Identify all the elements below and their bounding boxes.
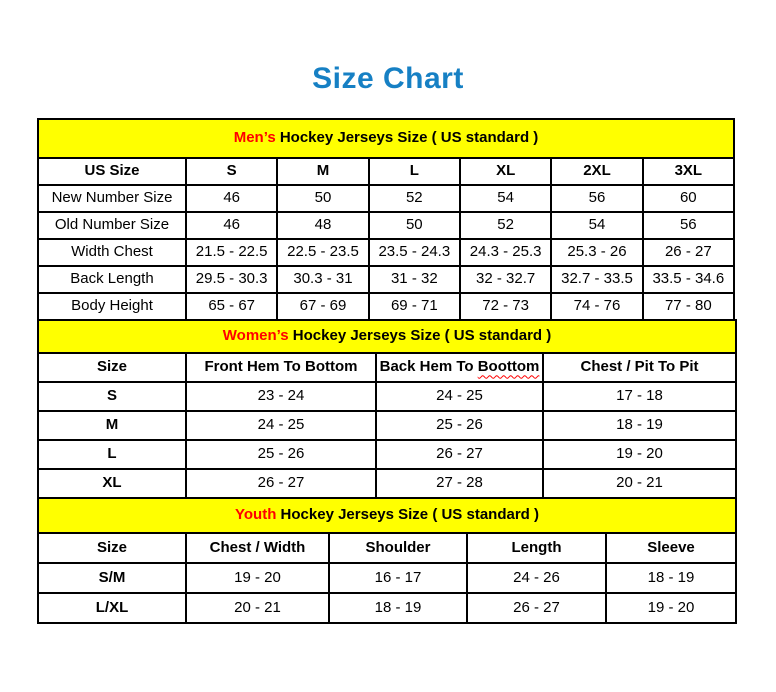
- value-cell: 26 - 27: [643, 239, 734, 266]
- header-cell: L: [369, 158, 460, 185]
- header-cell: M: [277, 158, 368, 185]
- value-cell: 77 - 80: [643, 293, 734, 320]
- youth-banner-text: Hockey Jerseys Size ( US standard ): [276, 506, 539, 524]
- value-cell: 19 - 20: [186, 563, 329, 593]
- womens-table-row: [38, 411, 736, 440]
- value-cell: 46: [186, 212, 277, 239]
- row-label-cell: S/M: [38, 563, 186, 593]
- value-cell: 21.5 - 22.5: [186, 239, 277, 266]
- youth-size-table: [37, 497, 737, 624]
- youth-banner-accent: Youth: [235, 506, 277, 524]
- value-cell: 18 - 19: [606, 563, 736, 593]
- value-cell: 65 - 67: [186, 293, 277, 320]
- value-cell: 18 - 19: [543, 411, 736, 440]
- value-cell: 32 - 32.7: [460, 266, 551, 293]
- womens-banner: [38, 320, 736, 353]
- value-cell: 29.5 - 30.3: [186, 266, 277, 293]
- value-cell: 50: [369, 212, 460, 239]
- value-cell: 24.3 - 25.3: [460, 239, 551, 266]
- mens-header-row: [38, 158, 734, 185]
- mens-banner-accent: Men’s: [233, 129, 276, 147]
- value-cell: 26 - 27: [467, 593, 606, 623]
- value-cell: 52: [460, 212, 551, 239]
- value-cell: 56: [551, 185, 642, 212]
- header-cell: US Size: [38, 158, 186, 185]
- womens-size-table: [37, 319, 737, 499]
- header-cell: Size: [38, 353, 186, 382]
- value-cell: 25 - 26: [376, 411, 543, 440]
- mens-table-row: [38, 293, 734, 320]
- value-cell: 74 - 76: [551, 293, 642, 320]
- header-cell: Chest / Width: [186, 533, 329, 563]
- mens-banner-text: Hockey Jerseys Size ( US standard ): [275, 129, 539, 147]
- header-cell: Length: [467, 533, 606, 563]
- value-cell: 50: [277, 185, 368, 212]
- value-cell: 16 - 17: [329, 563, 467, 593]
- mens-table-row: [38, 212, 734, 239]
- mens-banner-row: [38, 119, 734, 158]
- value-cell: 32.7 - 33.5: [551, 266, 642, 293]
- womens-table-row: [38, 440, 736, 469]
- header-cell: Size: [38, 533, 186, 563]
- value-cell: 27 - 28: [376, 469, 543, 498]
- header-cell: Back Hem To Boottom: [376, 353, 543, 382]
- value-cell: 52: [369, 185, 460, 212]
- header-cell: S: [186, 158, 277, 185]
- page-title: Size Chart: [312, 62, 464, 95]
- tables-wrap: [37, 118, 737, 624]
- mens-table-row: [38, 266, 734, 293]
- value-cell: 25 - 26: [186, 440, 376, 469]
- value-cell: 25.3 - 26: [551, 239, 642, 266]
- value-cell: 54: [551, 212, 642, 239]
- value-cell: 23 - 24: [186, 382, 376, 411]
- row-label-cell: M: [38, 411, 186, 440]
- womens-header-row: [38, 353, 736, 382]
- row-label-cell: Width Chest: [38, 239, 186, 266]
- mens-size-table: [37, 118, 735, 321]
- row-label-cell: S: [38, 382, 186, 411]
- value-cell: 19 - 20: [543, 440, 736, 469]
- mens-table-row: [38, 185, 734, 212]
- row-label-cell: Body Height: [38, 293, 186, 320]
- value-cell: 26 - 27: [186, 469, 376, 498]
- value-cell: 60: [643, 185, 734, 212]
- youth-table-body: [38, 498, 736, 623]
- row-label-cell: New Number Size: [38, 185, 186, 212]
- header-cell: Front Hem To Bottom: [186, 353, 376, 382]
- value-cell: 23.5 - 24.3: [369, 239, 460, 266]
- row-label-cell: XL: [38, 469, 186, 498]
- header-cell: XL: [460, 158, 551, 185]
- mens-table-row: [38, 239, 734, 266]
- value-cell: 18 - 19: [329, 593, 467, 623]
- row-label-cell: Old Number Size: [38, 212, 186, 239]
- womens-table-row: [38, 469, 736, 498]
- womens-banner-text: Hockey Jerseys Size ( US standard ): [288, 327, 552, 345]
- youth-header-row: [38, 533, 736, 563]
- row-label-cell: L: [38, 440, 186, 469]
- value-cell: 48: [277, 212, 368, 239]
- value-cell: 20 - 21: [186, 593, 329, 623]
- value-cell: 46: [186, 185, 277, 212]
- value-cell: 26 - 27: [376, 440, 543, 469]
- value-cell: 19 - 20: [606, 593, 736, 623]
- value-cell: 17 - 18: [543, 382, 736, 411]
- value-cell: 54: [460, 185, 551, 212]
- header-cell: Chest / Pit To Pit: [543, 353, 736, 382]
- mens-table-body: [38, 119, 734, 320]
- value-cell: 31 - 32: [369, 266, 460, 293]
- header-cell: 2XL: [551, 158, 642, 185]
- value-cell: 56: [643, 212, 734, 239]
- header-cell: Shoulder: [329, 533, 467, 563]
- womens-banner-row: [38, 320, 736, 353]
- value-cell: 30.3 - 31: [277, 266, 368, 293]
- youth-table-row: [38, 563, 736, 593]
- row-label-cell: Back Length: [38, 266, 186, 293]
- value-cell: 72 - 73: [460, 293, 551, 320]
- womens-banner-accent: Women’s: [222, 327, 289, 345]
- value-cell: 69 - 71: [369, 293, 460, 320]
- value-cell: 24 - 25: [186, 411, 376, 440]
- value-cell: 24 - 26: [467, 563, 606, 593]
- value-cell: 67 - 69: [277, 293, 368, 320]
- value-cell: 33.5 - 34.6: [643, 266, 734, 293]
- womens-table-body: [38, 320, 736, 498]
- header-cell: 3XL: [643, 158, 734, 185]
- row-label-cell: L/XL: [38, 593, 186, 623]
- youth-banner-row: [38, 498, 736, 533]
- youth-banner: [38, 498, 736, 533]
- value-cell: 20 - 21: [543, 469, 736, 498]
- womens-table-row: [38, 382, 736, 411]
- value-cell: 22.5 - 23.5: [277, 239, 368, 266]
- misspelled-word: Boottom: [477, 358, 540, 376]
- header-cell: Sleeve: [606, 533, 736, 563]
- youth-table-row: [38, 593, 736, 623]
- mens-banner: [38, 119, 734, 158]
- value-cell: 24 - 25: [376, 382, 543, 411]
